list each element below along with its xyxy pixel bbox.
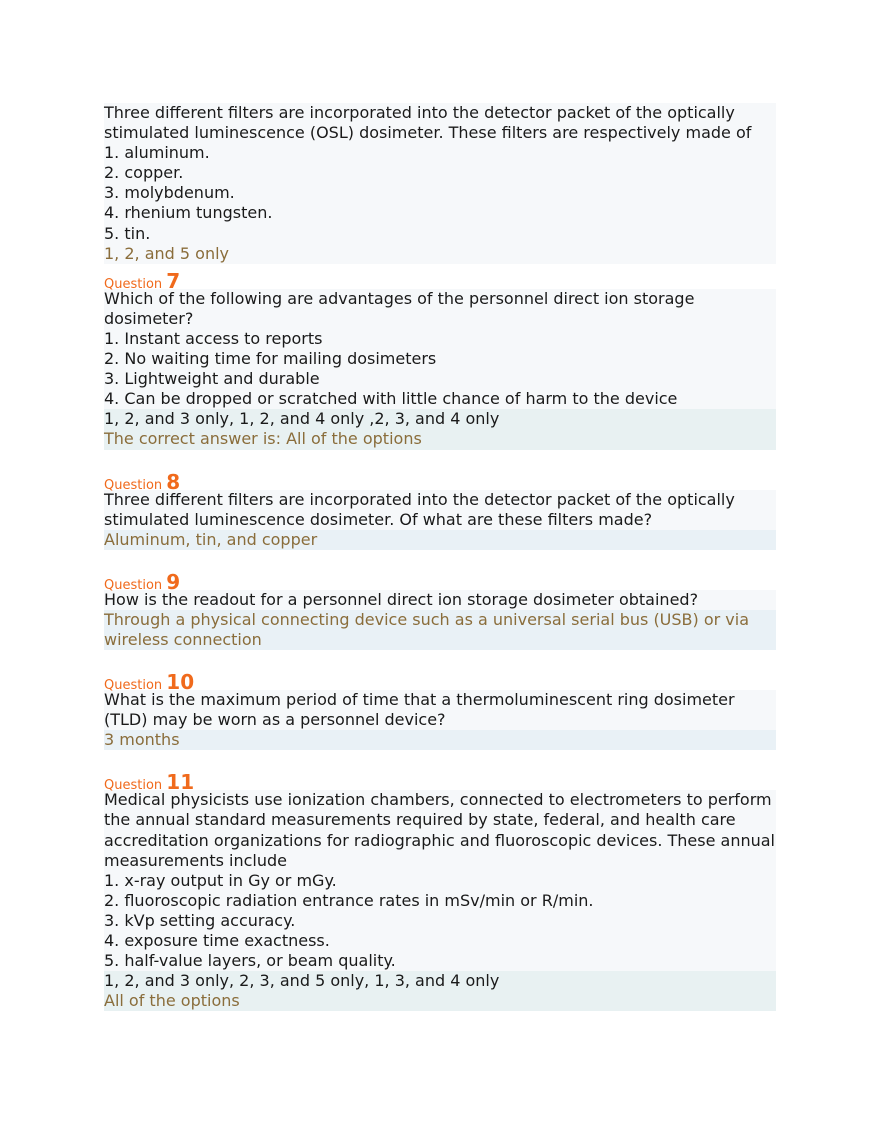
answer-block [104, 530, 776, 550]
quiz-document [104, 103, 776, 1011]
answer-options: 1, 2, and 3 only, 2, 3, and 5 only, 1, 3, and 4 only [104, 971, 500, 991]
question-8-block [104, 470, 776, 550]
question-7-block [104, 269, 776, 450]
correct-answer: Through a physical connecting device such as a universal serial bus (USB) or via wireless connection [104, 609, 750, 649]
question-10-block [104, 670, 776, 750]
question-number: 10 [166, 670, 195, 695]
question-item: 5. tin. [104, 223, 151, 243]
question-item: 2. copper. [104, 163, 184, 183]
question-text: How is the readout for a personnel direct ion storage dosimeter obtained? [104, 589, 699, 609]
question-header [104, 569, 776, 594]
question-text: Medical physicists use ionization chambers, connected to electrometers to perform the annual standard measurements required by state, federal, and health care accreditation organizations for radiographic and fluoroscopic devices. These annual measurements include [104, 790, 775, 870]
question-item: 1. Instant access to reports [104, 328, 323, 348]
correct-answer: The correct answer is: All of the options [104, 429, 422, 449]
question-item: 2. No waiting time for mailing dosimeters [104, 349, 437, 369]
question-item: 3. Lightweight and durable [104, 369, 320, 389]
answer-block [104, 610, 776, 650]
correct-answer: All of the options [104, 991, 240, 1011]
question-label: Question [104, 276, 163, 292]
correct-answer: Aluminum, tin, and copper [104, 529, 318, 549]
question-6-block [104, 103, 776, 264]
question-11-block [104, 770, 776, 1011]
question-header [104, 670, 776, 695]
question-9-block [104, 570, 776, 650]
question-label: Question [104, 577, 163, 593]
question-header [104, 268, 776, 293]
question-item: 2. fluoroscopic radiation entrance rates in mSv/min or R/min. [104, 890, 594, 910]
question-item: 1. x-ray output in Gy or mGy. [104, 870, 337, 890]
question-number: 11 [166, 770, 195, 795]
answer-block [104, 730, 776, 750]
question-number: 7 [166, 268, 181, 293]
answer-block [104, 409, 776, 449]
question-item: 3. kVp setting accuracy. [104, 910, 296, 930]
question-header [104, 469, 776, 494]
question-item: 4. rhenium tungsten. [104, 203, 273, 223]
question-number: 9 [166, 569, 181, 594]
question-item: 1. aluminum. [104, 143, 210, 163]
question-item: 3. molybdenum. [104, 183, 235, 203]
question-text: Three different filters are incorporated into the detector packet of the optically stimulated luminescence dosimeter. Of what are these filters made? [104, 489, 735, 529]
question-item: 4. exposure time exactness. [104, 931, 330, 950]
question-item: 4. Can be dropped or scratched with little chance of harm to the device [104, 389, 678, 409]
answer-options: 1, 2, and 3 only, 1, 2, and 4 only ,2, 3, and 4 only [104, 409, 500, 429]
correct-answer: 1, 2, and 5 only [104, 243, 229, 263]
question-number: 8 [166, 469, 181, 494]
question-text: What is the maximum period of time that a thermoluminescent ring dosimeter (TLD) may be worn as a personnel device? [104, 690, 735, 730]
question-label: Question [104, 477, 163, 493]
question-text: Which of the following are advantages of the personnel direct ion storage dosimeter? [104, 288, 695, 328]
question-item: 5. half-value layers, or beam quality. [104, 951, 396, 971]
question-label: Question [104, 678, 163, 694]
question-text: Three different filters are incorporated into the detector packet of the optically stimulated luminescence (OSL) dosimeter. These filters are respectively made of [104, 103, 752, 143]
question-header [104, 770, 776, 795]
question-label: Question [104, 778, 163, 794]
answer-block [104, 971, 776, 1011]
correct-answer: 3 months [104, 730, 180, 750]
